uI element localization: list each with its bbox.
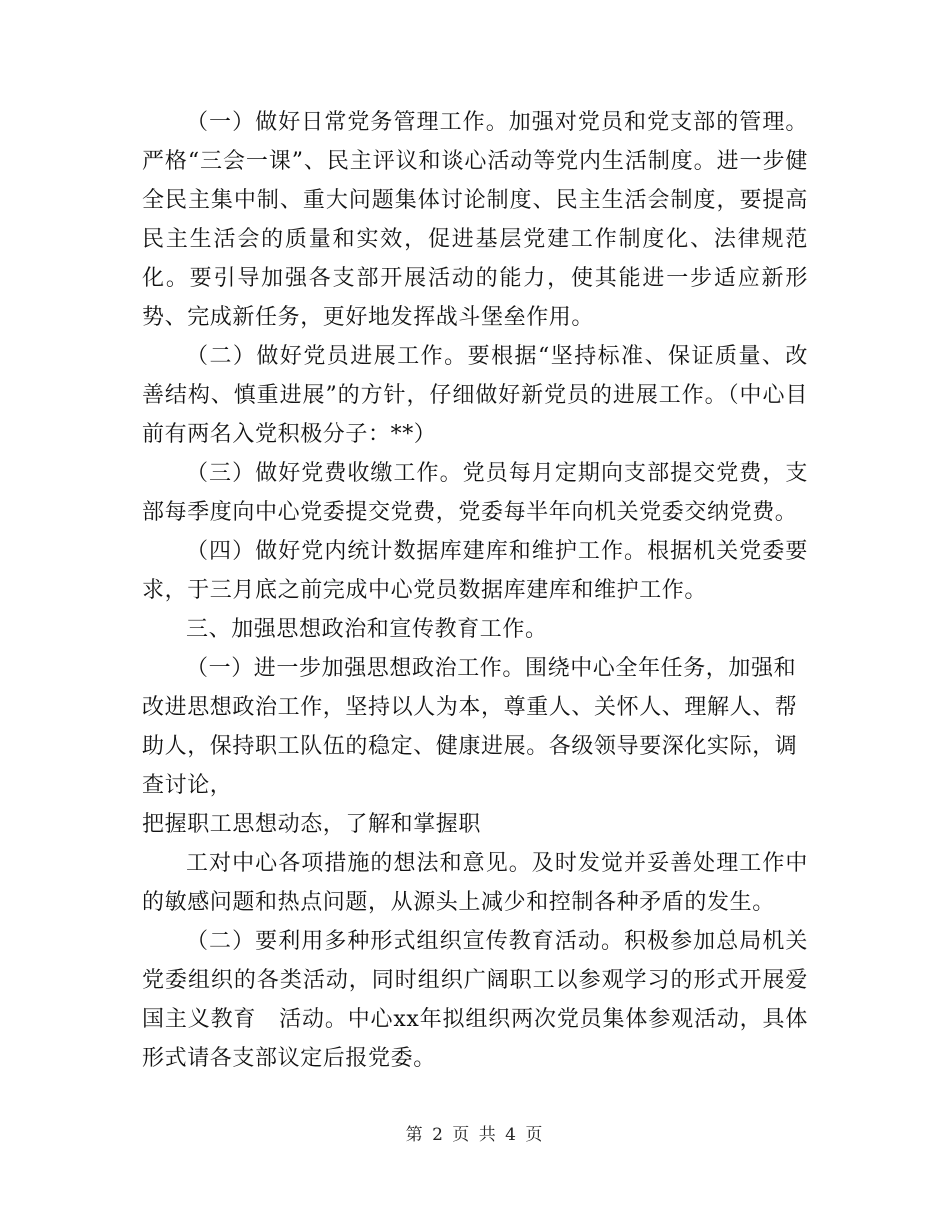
paragraph-ideological-work-line: 把握职工思想动态，了解和掌握职: [142, 812, 482, 837]
paragraph-ideological-work: （一）进一步加强思想政治工作。围绕中心全年任务，加强和改进思想政治工作，坚持以人为本，尊重人、关怀人、理解人、帮助人，保持职工队伍的稳定、健康进展。各级领导要深化实际，调查讨论，: [142, 656, 798, 798]
paragraph-publicity-education: （二）要利用多种形式组织宣传教育活动。积极参加总局机关党委组织的各类活动，同时组织广阔职工以参观学习的形式开展爱国主义教育 活动。中心xx年拟组织两次党员集体参观活动，具体形式请各支部议定后报党委。: [142, 929, 808, 1071]
paragraph-daily-party-affairs: （一）做好日常党务管理工作。加强对党员和党支部的管理。严格“三会一课”、民主评议和谈心活动等党内生活制度。进一步健全民主集中制、重大问题集体讨论制度、民主生活会制度，要提高民主生活会的质量和实效，促进基层党建工作制度化、法律规范化。要引导加强各支部开展活动的能力，使其能进一步适应新形势、完成新任务，更好地发挥战斗堡垒作用。: [142, 110, 808, 330]
paragraph-member-development: （二）做好党员进展工作。要根据“坚持标准、保证质量、改善结构、慎重进展”的方针，仔细做好新党员的进展工作。（中心目前有两名入党积极分子：**）: [142, 344, 808, 447]
paragraph-party-dues: （三）做好党费收缴工作。党员每月定期向支部提交党费，支部每季度向中心党委提交党费，党委每半年向机关党委交纳党费。: [142, 461, 808, 525]
paragraph-statistics-database: （四）做好党内统计数据库建库和维护工作。根据机关党委要求，于三月底之前完成中心党员数据库建库和维护工作。: [142, 539, 808, 603]
document-body: [142, 103, 808, 1078]
page-footer: 第 2 页 共 4 页: [405, 1125, 545, 1145]
paragraph-ideological-work-continued: 工对中心各项措施的想法和意见。及时发觉并妥善处理工作中的敏感问题和热点问题，从源头上减少和控制各种矛盾的发生。: [142, 851, 808, 915]
section-heading-ideology-education: 三、加强思想政治和宣传教育工作。: [186, 617, 548, 642]
